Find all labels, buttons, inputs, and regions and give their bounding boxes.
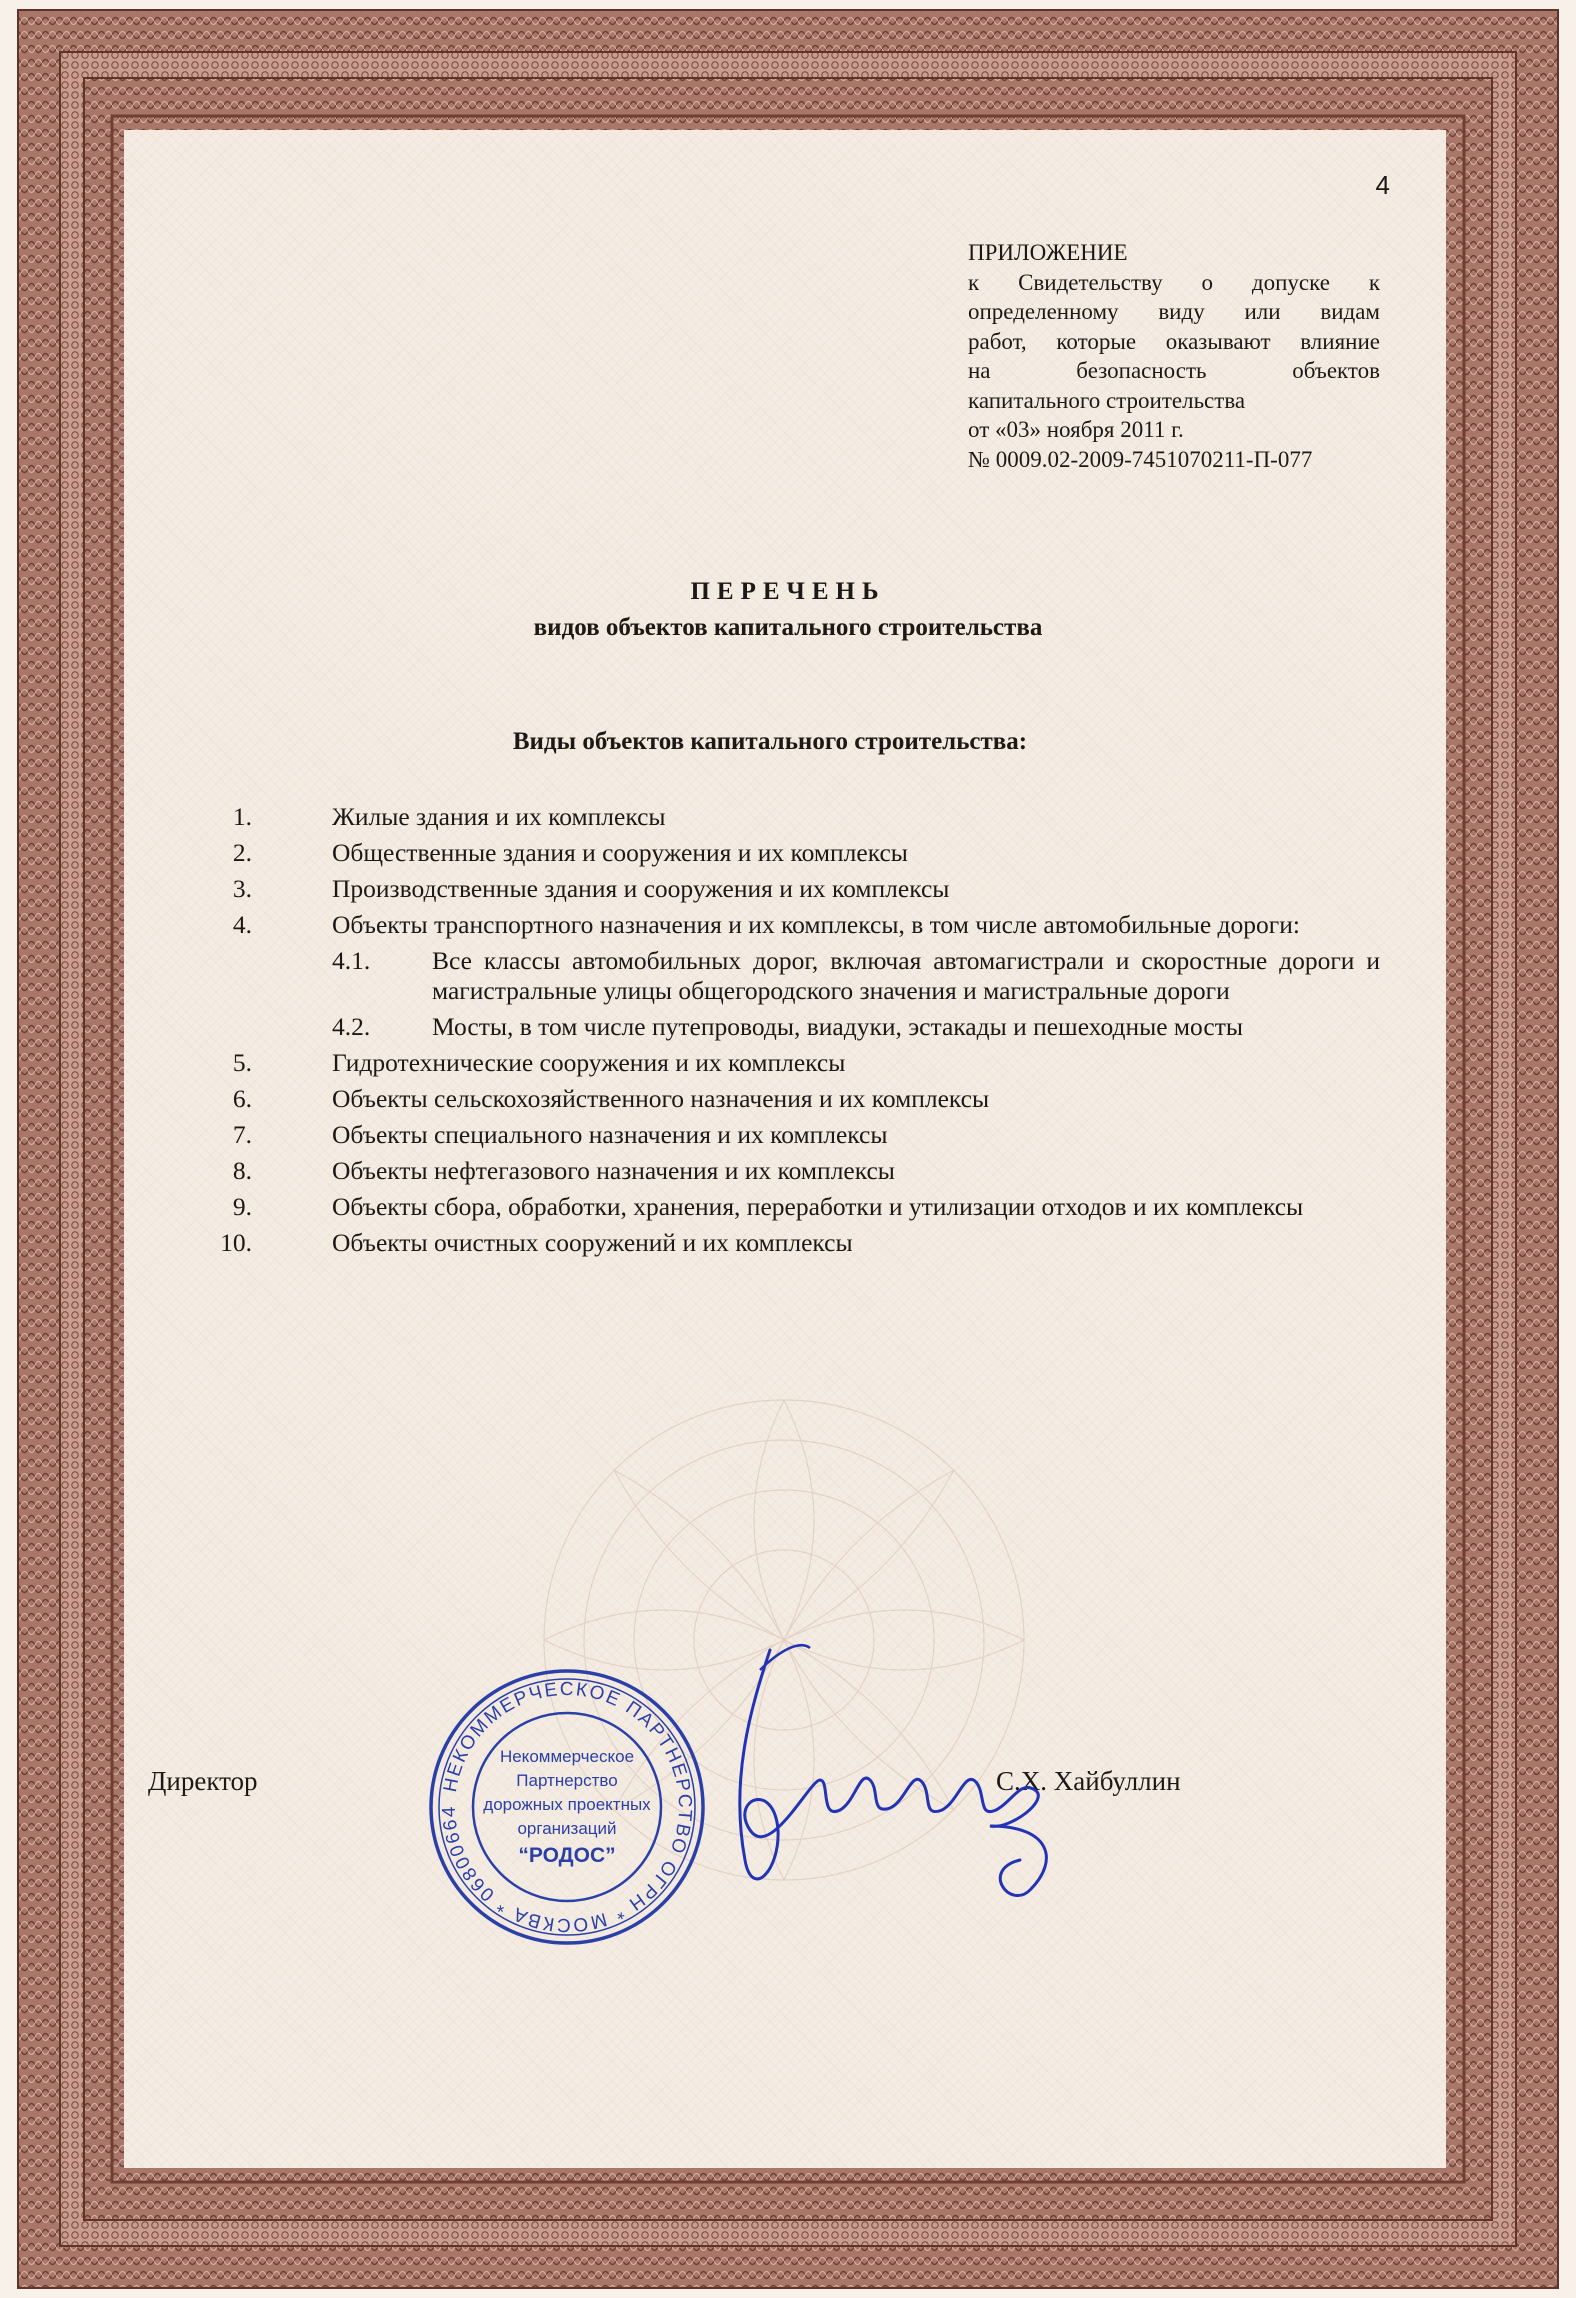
list-subitem	[205, 946, 1380, 1006]
item-text: Общественные здания и сооружения и их комплексы	[332, 838, 908, 867]
appendix-heading: ПРИЛОЖЕНИЕ	[968, 240, 1128, 265]
item-text: Объекты сбора, обработки, хранения, переработки и утилизации отходов и их комплексы	[332, 1192, 1304, 1221]
stamp-ring-text: НЕКОММЕРЧЕСКОЕ ПАРТНЕРСТВО ОГРН * МОСКВА * 06800664	[438, 1678, 696, 1936]
appendix-line: определенному виду или видам	[968, 299, 1380, 324]
svg-text:“РОДОС”: “РОДОС”	[518, 1844, 616, 1867]
item-number: 6.	[232, 1084, 252, 1113]
item-text: Мосты, в том числе путепроводы, виадуки, эстакады и пешеходные мосты	[432, 1012, 1244, 1041]
item-text: Гидротехнические сооружения и их комплексы	[332, 1048, 846, 1077]
list-item	[205, 1048, 1380, 1078]
signatory-role: Директор	[148, 1766, 258, 1796]
appendix-line: к Свидетельству о допуске к	[968, 269, 1380, 295]
appendix-block	[968, 238, 1380, 474]
list-item	[205, 1228, 1380, 1258]
list-item	[205, 1192, 1380, 1222]
item-number: 4.2.	[332, 1012, 371, 1041]
item-text: Все классы автомобильных дорог, включая автомагистрали и скоростные дороги и магистральные улицы общегородского значения и магистральные дороги	[432, 946, 1380, 1005]
organization-stamp	[422, 1662, 712, 1952]
document-subtitle: видов объектов капитального строительства	[533, 614, 1043, 641]
item-number: 4.1.	[332, 946, 371, 975]
list-subitem	[205, 1012, 1380, 1042]
appendix-date: от «03» ноября 2011 г.	[968, 417, 1184, 442]
item-number: 5.	[232, 1048, 252, 1077]
list-item	[205, 802, 1380, 832]
appendix-line: на безопасность объектов	[968, 358, 1380, 383]
list-item	[205, 1120, 1380, 1150]
item-text: Объекты очистных сооружений и их комплексы	[332, 1228, 853, 1257]
handwritten-signature	[690, 1630, 1070, 1930]
svg-text:Партнерство: Партнерство	[516, 1771, 618, 1790]
appendix-line: работ, которые оказывают влияние	[968, 328, 1380, 354]
svg-text:организаций: организаций	[517, 1819, 617, 1838]
item-text: Объекты нефтегазового назначения и их комплексы	[332, 1156, 895, 1185]
list-item	[205, 874, 1380, 904]
item-text: Объекты транспортного назначения и их комплексы, в том числе автомобильные дороги:	[332, 910, 1300, 939]
list-item	[205, 1156, 1380, 1186]
item-text: Производственные здания и сооружения и их комплексы	[332, 874, 950, 903]
item-number: 2.	[232, 838, 252, 867]
item-number: 10.	[220, 1228, 252, 1257]
list-item	[205, 1084, 1380, 1114]
list-item	[205, 838, 1380, 868]
item-number: 7.	[232, 1120, 252, 1149]
svg-text:дорожных проектных: дорожных проектных	[483, 1795, 651, 1814]
appendix-line: капитального строительства	[968, 387, 1246, 413]
item-text: Объекты специального назначения и их комплексы	[332, 1120, 888, 1149]
item-text: Жилые здания и их комплексы	[332, 802, 666, 831]
item-number: 3.	[232, 874, 252, 903]
signatory-name: С.Х. Хайбуллин	[996, 1766, 1181, 1796]
svg-text:Некоммерческое: Некоммерческое	[499, 1747, 635, 1766]
list-item	[205, 910, 1380, 940]
document-title: ПЕРЕЧЕНЬ	[690, 578, 886, 605]
item-number: 1.	[232, 802, 252, 831]
item-number: 9.	[232, 1192, 252, 1221]
item-text: Объекты сельскохозяйственного назначения и их комплексы	[332, 1084, 990, 1113]
object-types-list	[205, 802, 1380, 1264]
appendix-number: № 0009.02-2009-7451070211-П-077	[968, 446, 1313, 472]
page-number: 4	[1375, 170, 1390, 200]
section-heading: Виды объектов капитального строительства:	[512, 728, 1028, 755]
item-number: 8.	[232, 1156, 252, 1185]
item-number: 4.	[232, 910, 252, 939]
